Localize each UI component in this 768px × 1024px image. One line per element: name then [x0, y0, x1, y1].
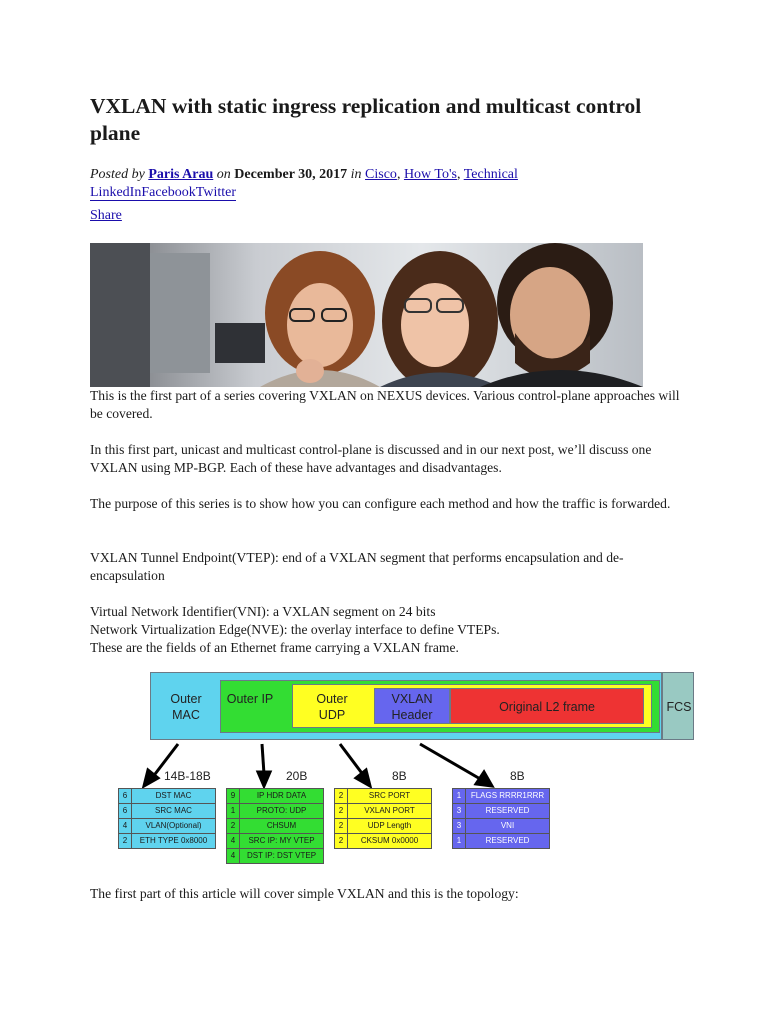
field-size: 1	[453, 834, 466, 849]
field-name: DST IP: DST VTEP	[240, 849, 324, 864]
post-meta: Posted by Paris Arau on December 30, 2017 in Cisco, How To's, Technical LinkedInFacebookTwitter	[90, 167, 518, 200]
udp-size: 8B	[392, 769, 407, 783]
field-size: 4	[227, 834, 240, 849]
paragraph-fields: These are the fields of an Ethernet frame carrying a VXLAN frame.	[90, 640, 459, 655]
field-name: RESERVED	[466, 804, 550, 819]
field-size: 9	[227, 789, 240, 804]
mac-size: 14B-18B	[164, 769, 211, 783]
vxlan-fields-table	[452, 788, 550, 849]
field-row	[335, 819, 432, 834]
category-link-technical[interactable]: Technical	[463, 167, 518, 182]
author-link[interactable]: Paris Arau	[148, 167, 214, 182]
field-name: SRC IP: MY VTEP	[240, 834, 324, 849]
mac-fields-table	[118, 788, 216, 849]
field-size: 2	[335, 789, 348, 804]
field-size: 2	[227, 819, 240, 834]
field-size: 6	[119, 789, 132, 804]
field-name: VLAN(Optional)	[132, 819, 216, 834]
paragraph-nve: Network Virtualization Edge(NVE): the overlay interface to define VTEPs.	[90, 622, 500, 637]
field-row	[335, 789, 432, 804]
field-row	[227, 834, 324, 849]
field-size: 2	[119, 834, 132, 849]
field-size: 4	[119, 819, 132, 834]
linkedin-link[interactable]: LinkedIn	[90, 185, 142, 200]
field-size: 6	[119, 804, 132, 819]
social-links	[90, 185, 236, 201]
field-size: 2	[335, 804, 348, 819]
field-size: 3	[453, 819, 466, 834]
fcs-label: FCS	[666, 700, 692, 714]
field-name: CKSUM 0x0000	[348, 834, 432, 849]
field-name: ETH TYPE 0x8000	[132, 834, 216, 849]
twitter-link[interactable]: Twitter	[195, 185, 236, 200]
ip-fields-table	[226, 788, 324, 864]
field-row	[119, 789, 216, 804]
field-size: 2	[335, 819, 348, 834]
hero-photo	[90, 243, 643, 387]
field-name: CHSUM	[240, 819, 324, 834]
field-row	[227, 819, 324, 834]
outer-ip-label: Outer IP	[226, 692, 274, 706]
field-name: VXLAN PORT	[348, 804, 432, 819]
field-row	[227, 804, 324, 819]
paragraph-vtep: VXLAN Tunnel Endpoint(VTEP): end of a VXLAN segment that performs encapsulation and de-encapsulation	[90, 550, 624, 583]
outer-udp-label: Outer UDP	[316, 692, 348, 722]
vxlan-size: 8B	[510, 769, 525, 783]
field-row	[453, 804, 550, 819]
field-row	[227, 789, 324, 804]
in-label: in	[350, 167, 362, 182]
paragraph-vni: Virtual Network Identifier(VNI): a VXLAN segment on 24 bits	[90, 604, 436, 619]
field-row	[453, 819, 550, 834]
field-name: SRC PORT	[348, 789, 432, 804]
post-date: December 30, 2017	[234, 167, 348, 182]
field-size: 3	[453, 804, 466, 819]
paragraph-purpose: The purpose of this series is to show how you can configure each method and how the traffic is forwarded.	[90, 496, 671, 511]
field-name: UDP Length	[348, 819, 432, 834]
udp-fields-table	[334, 788, 432, 849]
field-row	[119, 804, 216, 819]
page-title: VXLAN with static ingress replication and multicast control plane	[90, 94, 642, 145]
paragraph-first-part: In this first part, unicast and multicast control-plane is discussed and in our next post, we’ll discuss one VXLAN using MP-BGP. Each of these have advantages and disadvantages.	[90, 442, 652, 475]
field-row	[453, 834, 550, 849]
original-frame-label: Original L2 frame	[499, 700, 595, 714]
field-size: 4	[227, 849, 240, 864]
vxlan-header-label: VXLAN Header	[391, 692, 433, 722]
field-row	[453, 789, 550, 804]
field-row	[335, 804, 432, 819]
field-row	[119, 819, 216, 834]
field-row	[227, 849, 324, 864]
field-size: 2	[335, 834, 348, 849]
outer-mac-label: Outer MAC	[170, 692, 202, 722]
field-row	[119, 834, 216, 849]
field-name: FLAGS RRRR1RRR	[466, 789, 550, 804]
posted-by-label: Posted by	[90, 167, 145, 182]
paragraph-topology: The first part of this article will cover simple VXLAN and this is the topology:	[90, 886, 519, 901]
field-name: IP HDR DATA	[240, 789, 324, 804]
ip-size: 20B	[286, 769, 308, 783]
paragraph-intro: This is the first part of a series covering VXLAN on NEXUS devices. Various control-plane approaches will be covered.	[90, 388, 680, 421]
field-row	[335, 834, 432, 849]
field-name: SRC MAC	[132, 804, 216, 819]
vxlan-frame-diagram	[118, 672, 694, 868]
field-name: DST MAC	[132, 789, 216, 804]
field-size: 1	[227, 804, 240, 819]
category-link-howtos[interactable]: How To's	[403, 167, 457, 182]
field-name: VNI	[466, 819, 550, 834]
field-name: RESERVED	[466, 834, 550, 849]
category-link-cisco[interactable]: Cisco	[365, 167, 397, 182]
on-label: on	[216, 167, 231, 182]
facebook-link[interactable]: Facebook	[141, 185, 196, 200]
share-link[interactable]: Share	[90, 208, 122, 223]
field-size: 1	[453, 789, 466, 804]
field-name: PROTO: UDP	[240, 804, 324, 819]
